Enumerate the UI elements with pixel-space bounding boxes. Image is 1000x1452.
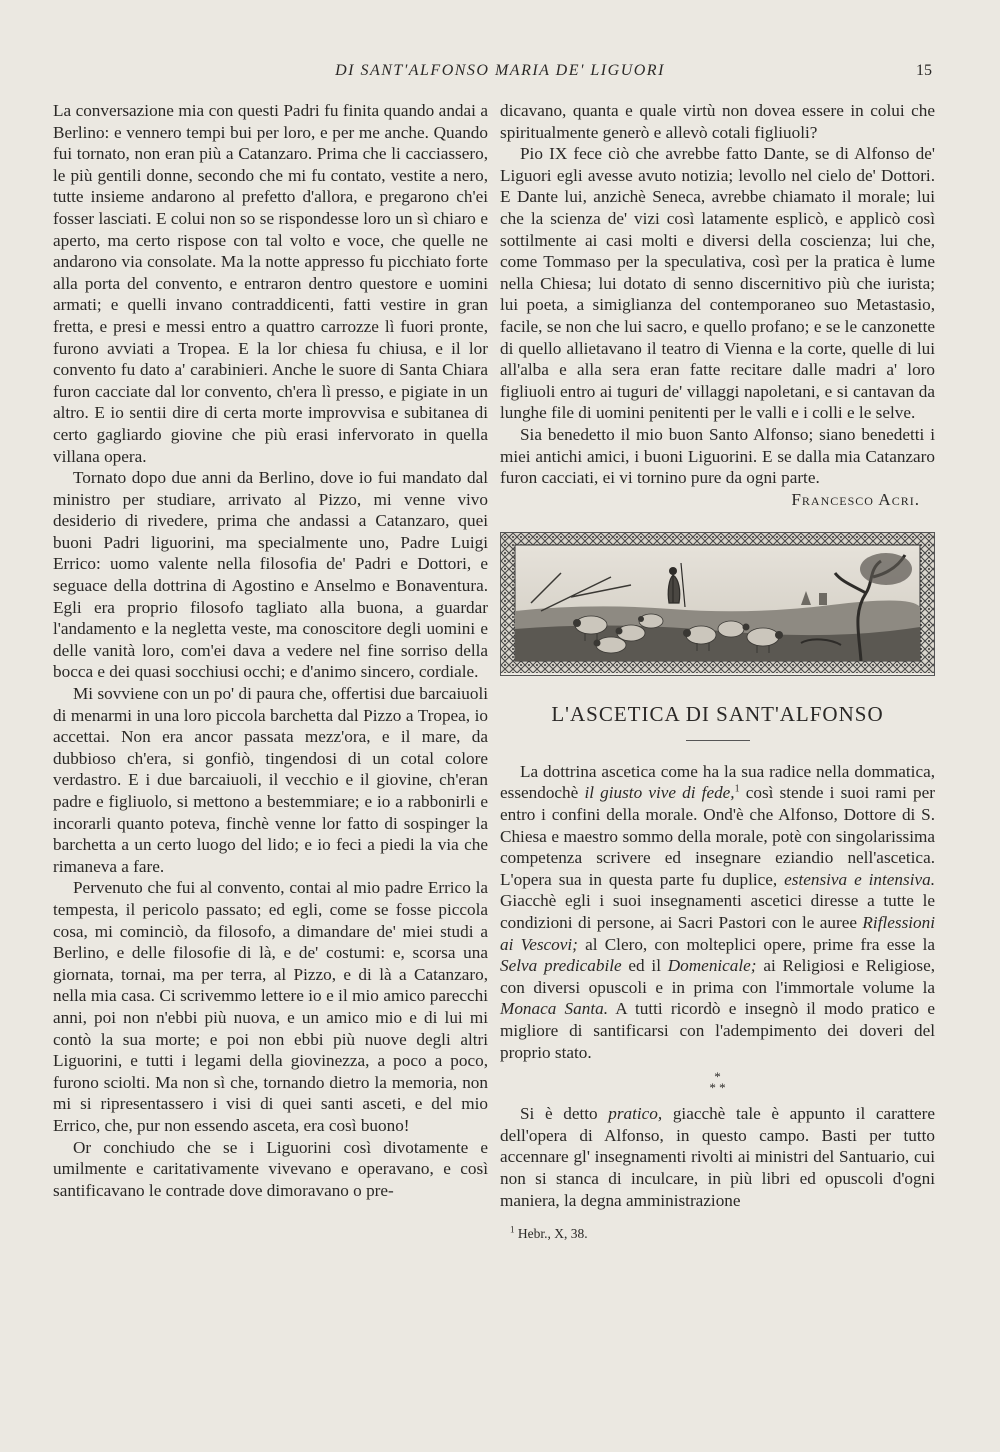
footnote-mark: 1	[510, 1224, 515, 1235]
book-title: Riflessioni ai Vescovi;	[500, 913, 935, 954]
italic-quote: il giusto vive di fede,	[584, 783, 735, 803]
text-run: Si è detto	[520, 1104, 609, 1124]
footnote-text: Hebr., X, 38.	[514, 1226, 588, 1242]
left-paragraph-4: Pervenuto che fui al convento, contai al mio padre Errico la tempesta, il pericolo passato; ed egli, come se fosse piccola cosa, mi cominciò, da filosofo, a dimandare de' miei studi a Berlino, e delle filosofie di là, e de' costumi: e, scorsa una giornata, tornai, ma per terra, al Pizzo, e di là a Catanzaro, nella mia casa. Ci scrivemmo lettere io e il mio amico parecchi anni, poi non n'ebbi più nuova, e un amico mio e di lui mi contò la sua morte; e poi non ebbi più nuove degli altri Liguorini, e tutti i legami della giovinezza, a poco a poco, furono sciolti. Ma non sì che, tornando dietro la memoria, non mi si ripresentassero i visi di quei santi asceti, e del mio Errico, che, pur non essendo asceta, era così buono!	[53, 878, 488, 1135]
left-paragraph-5: Or conchiudo che se i Liguorini così divotamente e umilmente e caritativamente vivevano e operavano, e così santificavano le contrade dove dimoravano o pre-	[53, 1137, 488, 1200]
sheep-pasture-illustration	[501, 533, 934, 673]
right-paragraph-2: Pio IX fece ciò che avrebbe fatto Dante, se di Alfonso de' Liguori egli avesse avuto notizia; levollo nel cielo de' Dottori. E Dante lui, anzichè Seneca, avrebbe chiamato il morale; lui che la scienza de' vizi così latamente esplicò, e applicò così sottilmente ai casi molti e diversi della coscienza; lui che, come Tommaso per la speculativa, così per la pratica è lume nella Chiesa; lui dotato di senno discernitivo più che iurista; lui poeta, a simiglianza del contemporaneo suo Metastasio, facile, se non che lui sacro, e quello profano; e se le canzonette di quello allietavano il teatro di Vienna e la corte, quelle di lui all'alba e alla sera eran fatte recitare dalle madri a' loro figliuoli entro ai tuguri de' villaggi napoletani, e si cantavan da lunghe file di uomini penitenti per le valli e i colli e le selve.	[500, 144, 935, 423]
signature: Francesco Acri.	[791, 489, 920, 509]
right-column	[500, 100, 935, 1243]
text-run: al Clero, con molteplici opere, prime fra esse la	[577, 934, 935, 954]
left-column	[53, 100, 488, 1201]
asterism-top: *	[714, 1069, 721, 1085]
text-run: ai Religiosi e Religiose, con diversi opuscoli e in prima con l'immortale volume la	[500, 956, 935, 997]
book-title: Monaca Santa.	[500, 999, 608, 1019]
page-number: 15	[916, 62, 932, 79]
text-run: così stende i suoi rami per entro i confini della morale. Ond'è che Alfonso, Dottore di S. Chiesa e maestro sommo della morale, potè con singolarissima competenza scrivere ed insegnare eziandio nell'ascetica. L'opera sua in questa parte fu duplice,	[500, 783, 935, 889]
section-title: L'ASCETICA DI SANT'ALFONSO	[551, 702, 884, 727]
asterism	[500, 1069, 935, 1096]
asterism-bottom: * *	[709, 1080, 726, 1096]
italic-term: estensiva e intensiva.	[784, 869, 935, 889]
pastoral-vignette	[500, 532, 935, 676]
text-run: La dottrina ascetica come ha la sua radice nella dommatica, essendochè	[500, 761, 935, 803]
right-paragraph-1: dicavano, quanta e quale virtù non dovea essere in colui che spiritualmente generò e allevò cotali figliuoli?	[500, 101, 935, 142]
text-run: giacchè tale è appunto il carattere dell'opera di Alfonso, in questo campo. Basti per tutto accennare gl' insegnamenti rivolti ai ministri del Santuario, cui non si stanca di inculcare, in più libri ed opuscoli d'ogni maniera, la degna amministrazione	[500, 1104, 935, 1210]
book-title: Selva predicabile	[500, 956, 622, 976]
ascetica-paragraph-1	[500, 761, 935, 1063]
title-rule	[686, 740, 750, 741]
italic-term: pratico,	[608, 1104, 663, 1124]
text-run: ed il	[621, 956, 668, 976]
text-run: A tutti ricordò e insegnò il modo pratico e migliore di santificarsi con l'adempimento dei doveri del proprio stato.	[500, 999, 935, 1062]
right-paragraph-3: Sia benedetto il mio buon Santo Alfonso; siano benedetti i miei antichi amici, i buoni Liguorini. E se dalla mia Catanzaro furon cacciati, ei vi tornino pure da ogni parte.	[500, 424, 935, 488]
left-paragraph-1: La conversazione mia con questi Padri fu finita quando andai a Berlino: e vennero tempi bui per loro, e per me anche. Quando fui tornato, non eran più a Catanzaro. Prima che li cacciassero, le più gentili donne, secondo che mi fu contato, vestite a nero, tutte insieme andarono al prefetto d'allora, e pregarono ch'ei fosser lasciati. E colui non so se rispondesse loro un sì chiaro e aperto, ma certo rispose con tal volto e voce, che quelle ne andarono via consolate. Ma la notte appresso fu picchiato forte alla porta del convento, e entraron dentro questore e uomini armati; e quelli invano contraddicenti, fatti vestire in gran fretta, e presi e messi entro a quattro carrozze lì fuori pronte, furono avviati a Tropea. E la lor chiesa fu chiusa, e il lor convento fu dato a' carabinieri. Anche le suore di Santa Chiara furon cacciate dal lor convento, ch'era lì presso, e pigiate in un altro. E io sentii dire di certa morte improvvisa e subitanea di certo gagliardo giovine che più erasi infervorato in quella villana opera.	[53, 101, 488, 466]
footnote	[510, 1225, 935, 1243]
footnote-ref: 1	[734, 783, 740, 795]
running-head	[0, 62, 1000, 86]
book-title: Domenicale;	[667, 956, 757, 976]
text-run: Giacchè egli i suoi insegnamenti ascetici diresse a tutte le condizioni di persone, ai Sacri Pastori con le auree	[500, 891, 935, 933]
running-title: DI SANT'ALFONSO MARIA DE' LIGUORI	[335, 62, 665, 79]
left-paragraph-3: Mi sovviene con un po' di paura che, offertisi due barcaiuoli di menarmi in una loro piccola barchetta dal Pizzo a Tropea, io accettai. Non era ancor passata mezz'ora, e il mare, da dubbioso ch'era, si gonfiò, tingendosi di un cotal colore verdastro. E i due barcaiuoli, il vecchio e il giovine, ch'eran padre e figliuolo, si mettono a bestemmiare; e io a rabbonirli e incorarli quanto poteva, finchè venne lor fatto di sospinger la barchetta a un certo luogo del lido; e io feci a piedi la via che rimaneva a fare.	[53, 684, 488, 876]
left-paragraph-2: Tornato dopo due anni da Berlino, dove io fui mandato dal ministro per studiare, arrivato al Pizzo, mi venne vivo desiderio di rivedere, prima che andassi a Catanzaro, quei buoni Padri liguorini, ma specialmente uno, Padre Luigi Errico: uomo valente nella filosofia de' Padri e Dottori, e seguace della dottrina di Agostino e Anselmo e Bonaventura. Egli era proprio filosofo tagliato alla buona, a guardar l'andamento e la negletta veste, ma conoscitore degli uomini e delle vanità loro, com'ei dava a vedere nel fine sorriso della bocca e dei quasi socchiusi occhi; e d'animo sincero, cordiale.	[53, 468, 488, 682]
ascetica-paragraph-2	[500, 1103, 935, 1211]
